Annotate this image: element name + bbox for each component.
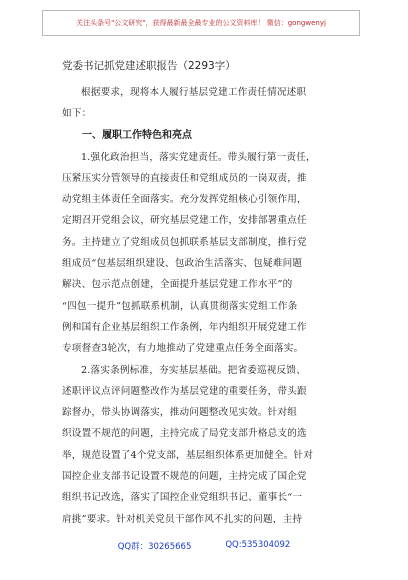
qq-contact-text: QQ:535304092 [225, 540, 291, 550]
section-heading: 一、履职工作特色和亮点 [82, 129, 192, 141]
text-line: 肩挑”要求。针对机关党员干部作风不扎实的问题，主持 [62, 513, 303, 525]
qq-group-text: QQ群：30265665 [117, 542, 192, 552]
watermark-banner [42, 10, 360, 36]
text-line: 动党组主体责任全面落实。充分发挥党组核心引领作用， [62, 194, 307, 206]
text-line: “四包一提升”包抓联系机制，认真贯彻落实党组工作条 [62, 300, 298, 312]
intro-paragraph [62, 82, 352, 125]
paragraph-1 [62, 147, 352, 360]
text-line: 专项督查3轮次，有力地推动了党建重点任务全面落实。 [62, 343, 304, 355]
document-title: 党委书记抓党建述职报告（2293字） [62, 60, 236, 72]
text-line: 2.落实条例标准，夯实基层基础。把省委巡视反馈、 [81, 364, 307, 376]
text-line: 例和国有企业基层组织工作条例，年内组织开展党建工作 [62, 321, 307, 333]
document-page [62, 48, 352, 530]
text-line: 组成员“包基层组织建设、包政治生活落实、包疑难问题 [62, 258, 303, 270]
text-line: 举，规范设置了4个党支部，基层组织体系更加健全。针对 [62, 449, 314, 461]
banner-text: 关注头条号"公文研究"，获得最新最全最专业的公文资料库！ 微信：gongwenyj [76, 19, 326, 27]
paragraph-2 [62, 360, 352, 530]
text-line: 解决、包示范点创建，全面提升基层党建工作水平”的 [62, 279, 293, 291]
text-line: 述职评议点评问题整改作为基层党建的重要任务，带头跟 [62, 385, 307, 397]
text-line: 踪督办，带头协调落实，推动问题整改见实效。针对组 [62, 407, 298, 419]
text-line: 定期召开党组会议，研究基层党建工作，安排部署重点任 [62, 215, 307, 227]
text-line: 根据要求，现将本人履行基层党建工作责任情况述职 [81, 87, 307, 98]
text-line: 压紧压实分管领导的直接责任和党组成员的一岗双责，推 [62, 172, 307, 184]
text-line: 织设置不规范的问题，主持完成了局党支部升格总支的选 [62, 428, 307, 440]
text-line: 如下： [62, 108, 92, 120]
text-line: 国控企业支部书记设置不规范的问题，主持完成了国企党 [62, 471, 307, 483]
text-line: 组织书记改选，落实了国控企业党组织书记、董事长“一 [62, 492, 303, 504]
text-line: 务。主持建立了党组成员包抓联系基层支部制度，推行党 [62, 236, 307, 248]
footer-contacts [0, 540, 408, 552]
text-line: 1.强化政治担当，落实党建责任。带头履行第一责任， [81, 151, 316, 163]
